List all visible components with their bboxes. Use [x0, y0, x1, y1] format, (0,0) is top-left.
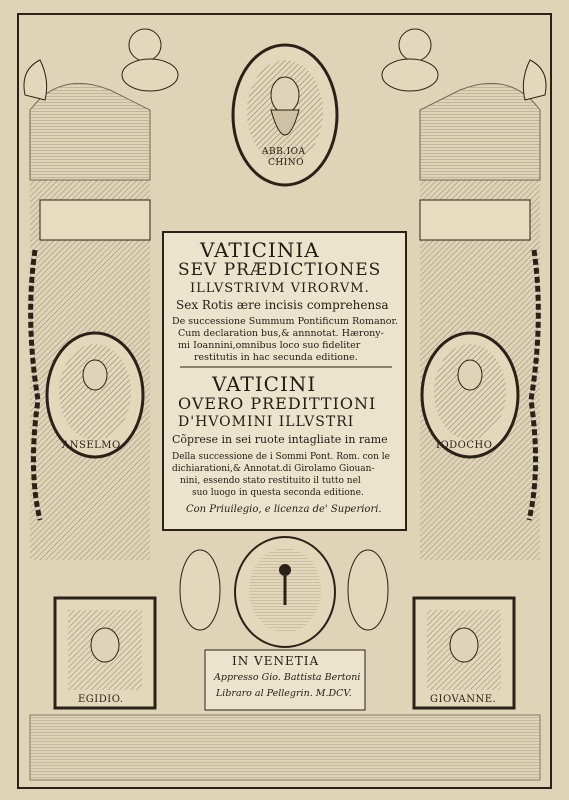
bottom-left-portrait-label: EGIDIO.	[78, 694, 124, 705]
cherub-left-head	[129, 29, 161, 61]
italian-body-1: Della successione de i Sommi Pont. Rom. con le	[172, 452, 390, 462]
italian-title-2: OVERO PREDITTIONI	[178, 394, 377, 413]
italian-subtitle: Cõprese in sei ruote intagliate in rame	[172, 433, 388, 446]
latin-title-3: ILLVSTRIVM VIRORVM.	[190, 281, 370, 296]
cherub-right-head	[399, 29, 431, 61]
bottom-right-face	[450, 628, 478, 662]
left-portrait-label: ANSELMO	[62, 440, 121, 451]
italian-body-3: nini, essendo stato restituito il tutto nel	[180, 476, 361, 486]
imprint-date: Libraro al Pellegrin. M.DCV.	[216, 688, 352, 699]
cherub-left-body	[122, 59, 178, 91]
cherub-bottom-right	[348, 550, 388, 630]
italian-title-3: D'HVOMINI ILLVSTRI	[178, 414, 355, 430]
italian-body-2: dichiarationi,& Annotat.di Girolamo Giouan-	[172, 464, 375, 474]
right-portrait-label: IODOCHO	[436, 440, 493, 451]
left-pediment	[30, 83, 150, 180]
urn-smoke-right	[523, 60, 546, 100]
pilgrim-figure	[279, 564, 291, 576]
latin-body-2: Cum declaration bus,& annnotat. Hærony-	[178, 328, 384, 339]
left-portrait-face	[83, 360, 107, 390]
italian-title-1: VATICINI	[212, 372, 317, 396]
top-portrait-face	[271, 77, 299, 113]
right-capital	[420, 200, 530, 240]
top-medallion-label-1: ABB.IOA	[262, 147, 306, 157]
left-portrait	[59, 344, 131, 440]
latin-title-1: VATICINIA	[200, 238, 320, 262]
privilege-line: Con Priuilegio, e licenza de' Superiori.	[186, 504, 382, 515]
left-capital	[40, 200, 150, 240]
imprint-printer: Appresso Gio. Battista Bertoni	[214, 672, 361, 683]
right-portrait-face	[458, 360, 482, 390]
cherub-bottom-left	[180, 550, 220, 630]
top-medallion-label-2: CHINO	[268, 158, 305, 168]
right-portrait	[434, 344, 506, 440]
cherub-right-body	[382, 59, 438, 91]
bottom-left-face	[91, 628, 119, 662]
urn-smoke-left	[24, 60, 47, 100]
latin-body-3: mi Ioannini,omnibus loco suo fideliter	[178, 340, 361, 351]
right-pediment	[420, 83, 540, 180]
latin-body-4: restitutis in hac secunda editione.	[194, 352, 358, 363]
imprint-city: IN VENETIA	[232, 654, 320, 668]
latin-subtitle: Sex Rotis ære incisis comprehensa	[176, 298, 389, 312]
latin-title-2: SEV PRÆDICTIONES	[178, 260, 382, 280]
bottom-right-portrait-label: GIOVANNE.	[430, 694, 497, 705]
base-plinth	[30, 715, 540, 780]
italian-body-4: suo luogo in questa seconda editione.	[192, 488, 364, 498]
latin-body-1: De successione Summum Pontificum Romanor.	[172, 316, 398, 327]
